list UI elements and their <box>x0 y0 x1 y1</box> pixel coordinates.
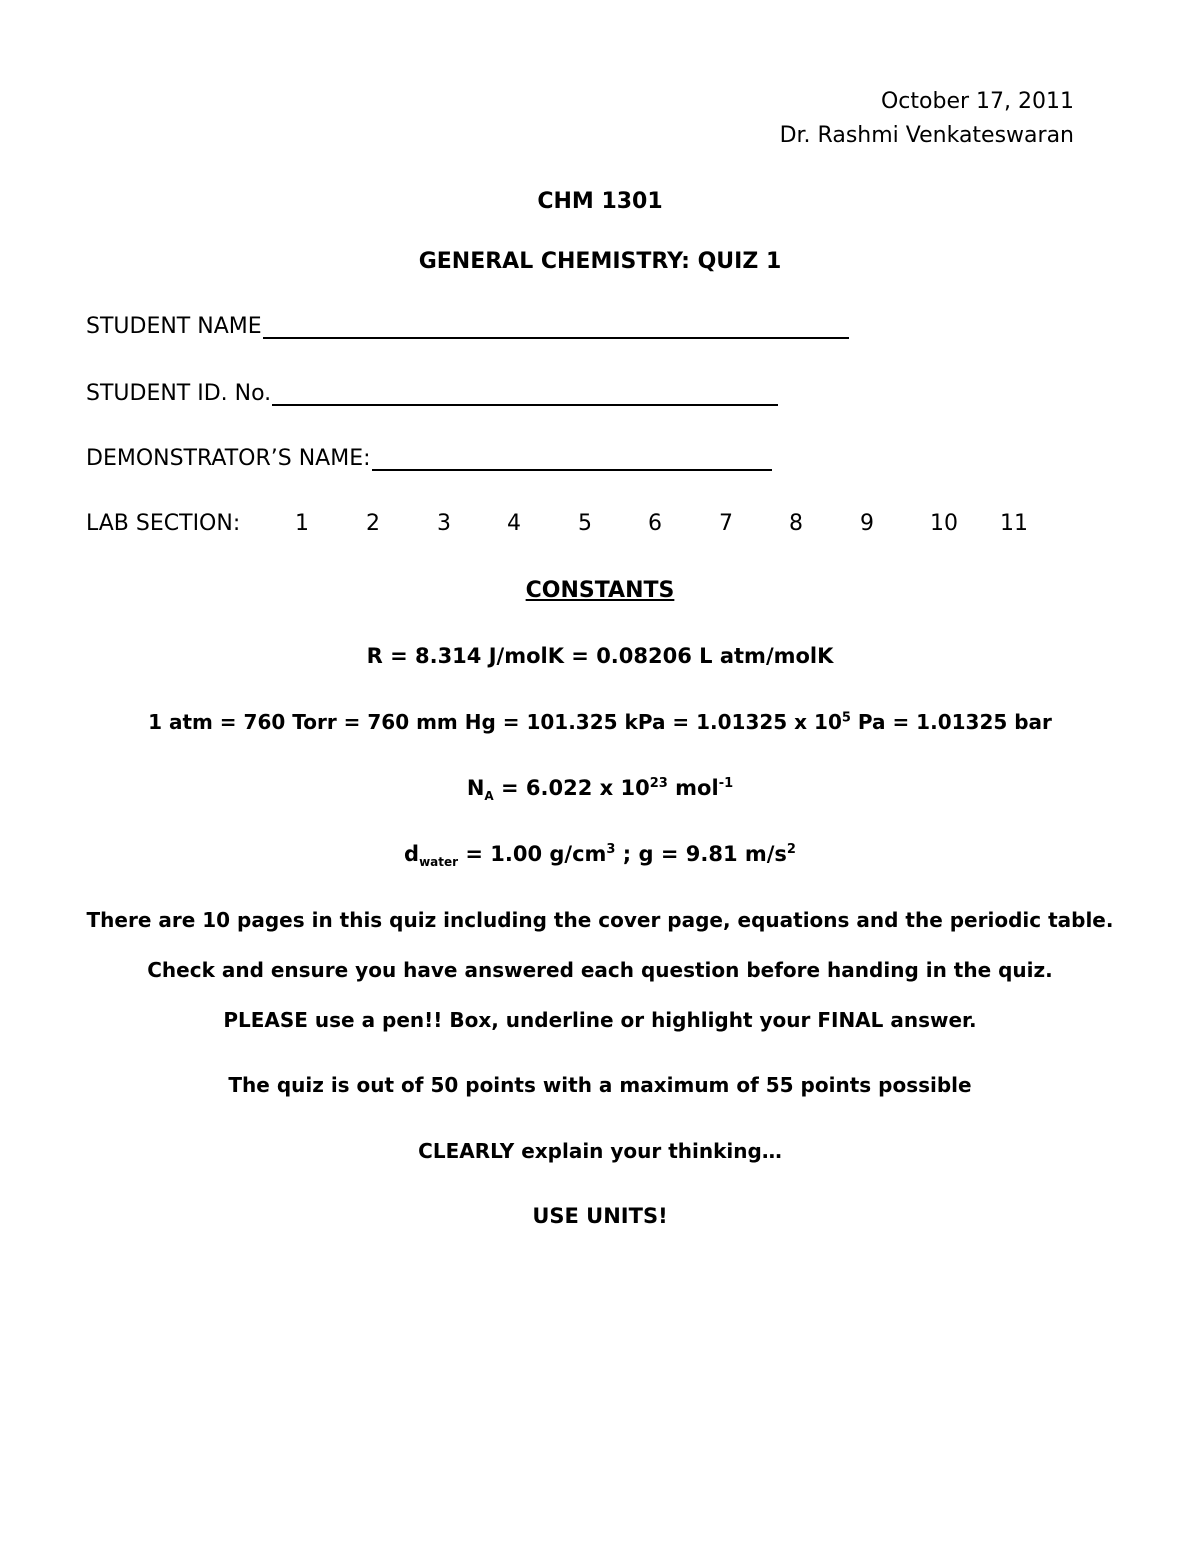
demonstrator-label: DEMONSTRATOR’S NAME: <box>86 446 371 471</box>
instruction-pen: PLEASE use a pen!! Box, underline or highlight your FINAL answer. <box>223 1008 977 1032</box>
density-gravity-line <box>0 842 1200 870</box>
quiz-title: GENERAL CHEMISTRY: QUIZ 1 <box>418 249 782 274</box>
lab-section-option[interactable]: 7 <box>719 511 733 536</box>
student-name-label: STUDENT NAME <box>86 314 262 339</box>
instruction-explain: CLEARLY explain your thinking… <box>418 1139 782 1163</box>
date: October 17, 2011 <box>880 89 1074 114</box>
student-name-field[interactable] <box>86 314 849 339</box>
pressure-exponent: 5 <box>841 710 851 726</box>
course-code: CHM 1301 <box>537 189 663 214</box>
student-id-blank[interactable] <box>272 382 778 406</box>
lab-section-option[interactable]: 6 <box>648 511 662 536</box>
density-exponent: 3 <box>606 842 616 857</box>
demonstrator-field[interactable] <box>86 446 772 471</box>
avogadro-exponent: 23 <box>649 776 668 791</box>
lab-section-option[interactable]: 1 <box>295 511 309 536</box>
avogadro-line <box>0 776 1200 804</box>
pressure-conversion-text-a: 1 atm = 760 Torr = 760 mm Hg = 101.325 kPa = 1.01325 x 10 <box>148 710 842 734</box>
instruction-units: USE UNITS! <box>532 1204 668 1228</box>
student-name-blank[interactable] <box>263 315 849 339</box>
avogadro-value: = 6.022 x 10 <box>493 776 650 800</box>
instruction-points: The quiz is out of 50 points with a maximum of 55 points possible <box>228 1073 972 1097</box>
lab-section-option[interactable]: 10 <box>930 511 958 536</box>
lab-section-option[interactable]: 3 <box>437 511 451 536</box>
pressure-conversion-text-b: Pa = 1.01325 bar <box>850 710 1052 734</box>
lab-section-option[interactable]: 2 <box>366 511 380 536</box>
lab-section-option[interactable]: 11 <box>1000 511 1028 536</box>
lab-section-option[interactable]: 9 <box>860 511 874 536</box>
instruction-check: Check and ensure you have answered each question before handing in the quiz. <box>147 958 1053 982</box>
density-subscript: water <box>419 855 459 870</box>
avogadro-symbol: N <box>466 776 485 800</box>
avogadro-unit: mol <box>667 776 719 800</box>
lab-section-label: LAB SECTION: <box>86 511 241 536</box>
instruction-pages: There are 10 pages in this quiz including the cover page, equations and the periodic table. <box>86 908 1114 932</box>
gravity-value: ; g = 9.81 m/s <box>615 842 787 866</box>
density-symbol: d <box>404 842 420 866</box>
student-id-label: STUDENT ID. No. <box>86 381 272 406</box>
avogadro-subscript: A <box>484 789 494 804</box>
student-id-field[interactable] <box>86 381 778 406</box>
lab-section-option[interactable]: 4 <box>507 511 521 536</box>
lab-section-option[interactable]: 8 <box>789 511 803 536</box>
demonstrator-blank[interactable] <box>372 447 772 471</box>
pressure-conversion-line <box>0 710 1200 734</box>
lab-section-option[interactable]: 5 <box>578 511 592 536</box>
density-value: = 1.00 g/cm <box>458 842 607 866</box>
constants-heading: CONSTANTS <box>525 578 675 603</box>
instructor-name: Dr. Rashmi Venkateswaran <box>779 123 1074 148</box>
gravity-exponent: 2 <box>786 842 796 857</box>
avogadro-unit-exponent: -1 <box>718 776 734 791</box>
gas-constant-line: R = 8.314 J/molK = 0.08206 L atm/molK <box>366 644 834 668</box>
